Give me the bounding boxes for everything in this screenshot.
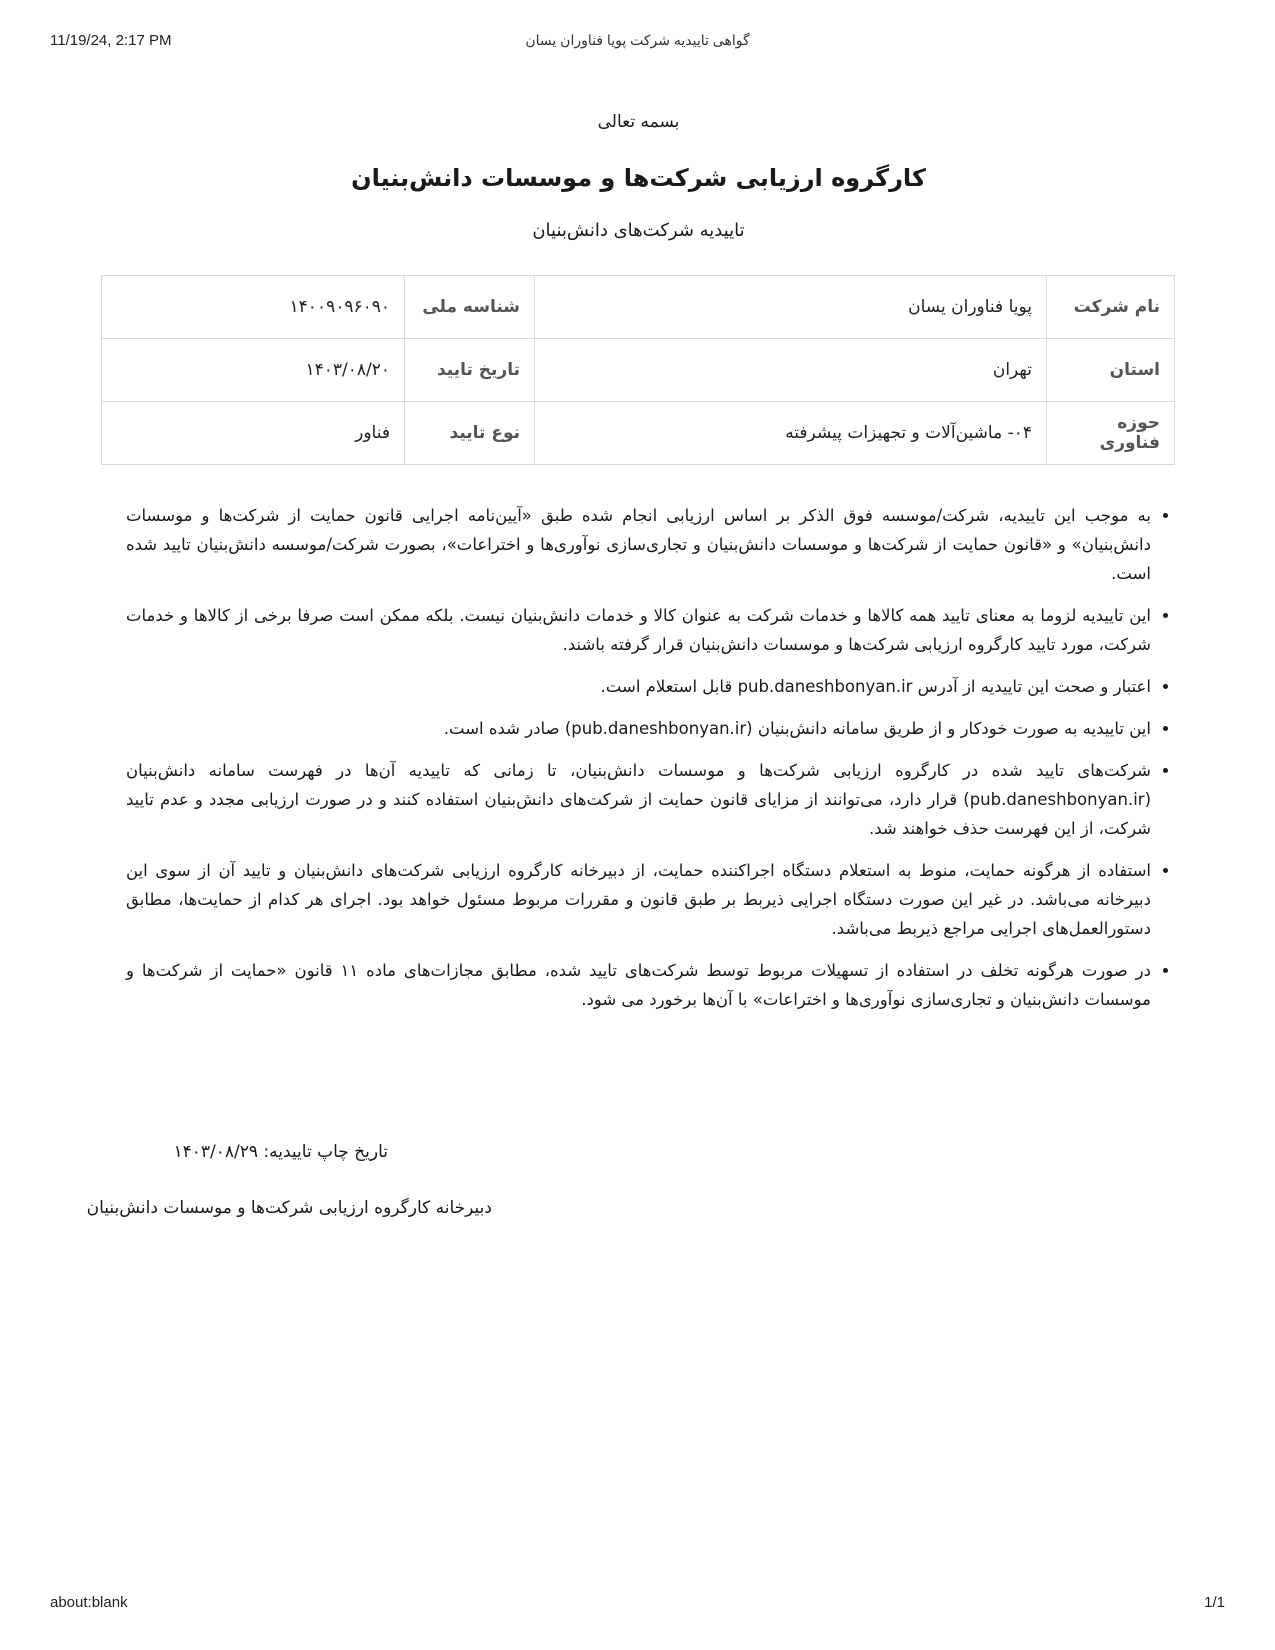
approval-type-label: نوع تایید — [405, 402, 535, 465]
print-date: تاریخ چاپ تاییدیه: ۱۴۰۳/۰۸/۲۹ — [173, 1142, 388, 1162]
print-url: about:blank — [50, 1594, 128, 1611]
approval-date-label: تاریخ تایید — [405, 339, 535, 402]
document-title: کارگروه ارزیابی شرکت‌ها و موسسات دانش‌بنیان — [351, 164, 926, 192]
list-item: • شرکت‌های تایید شده در کارگروه ارزیابی شرکت‌ها و موسسات دانش‌بنیان، تا زمانی که تاییدیه آن‌ها در فهرست سامانه دانش‌بنیان (pub.daneshbonyan.ir) قرار دارد، می‌توانند از مزایای قانون حمایت از شرکت‌های دانش‌بنیان استفاده کنند و در صورت ارزیابی مجدد و عدم تایید شرکت، از این فهرست حذف خواهند شد. — [126, 756, 1151, 843]
approval-date-value: ۱۴۰۳/۰۸/۲۰ — [102, 339, 405, 402]
list-item: • اعتبار و صحت این تاییدیه از آدرس pub.daneshbonyan.ir قابل استعلام است. — [126, 672, 1151, 701]
national-id-label: شناسه ملی — [405, 276, 535, 339]
print-datetime: 11/19/24, 2:17 PM — [50, 32, 172, 49]
approval-type-value: فناور — [102, 402, 405, 465]
print-footer — [0, 1592, 1275, 1622]
bismillah: بسمه تعالی — [597, 112, 680, 132]
table-row — [102, 276, 1175, 339]
province-value: تهران — [535, 339, 1047, 402]
secretariat-signature: دبیرخانه کارگروه ارزیابی شرکت‌ها و موسسات دانش‌بنیان — [86, 1198, 492, 1218]
list-item: • استفاده از هرگونه حمایت، منوط به استعلام دستگاه اجراکننده حمایت، از دبیرخانه کارگروه ارزیابی شرکت‌های دانش‌بنیان و تایید آن از سوی این دبیرخانه می‌باشد. در غیر این صورت دستگاه اجرایی ذیربط بر طبق قانون و مقررات مربوط مسئول خواهد بود. اجرای هر کدام از حمایت‌ها، مطابق دستورالعمل‌های اجرایی مراجع ذیربط می‌باشد. — [126, 856, 1151, 943]
print-header — [0, 30, 1275, 60]
certificate-document — [102, 100, 1175, 1027]
document-subtitle: تاییدیه شرکت‌های دانش‌بنیان — [532, 220, 745, 241]
list-item: • این تاییدیه به صورت خودکار و از طریق سامانه دانش‌بنیان (pub.daneshbonyan.ir) صادر شده است. — [126, 714, 1151, 743]
list-item: • در صورت هرگونه تخلف در استفاده از تسهیلات مربوط توسط شرکت‌های تایید شده، مطابق مجازات‌های ماده ۱۱ قانون «حمایت از شرکت‌ها و موسسات دانش‌بنیان و تجاری‌سازی نوآوری‌ها و اختراعات» با آن‌ها برخورد می شود. — [126, 956, 1151, 1014]
tech-field-label: حوزه فناوری — [1047, 402, 1175, 465]
print-page-title: گواهی تاییدیه شرکت پویا فناوران یسان — [525, 32, 750, 48]
company-name-value: پویا فناوران یسان — [535, 276, 1047, 339]
notes-list — [126, 501, 1175, 1014]
table-row — [102, 402, 1175, 465]
list-item: • این تاییدیه لزوما به معنای تایید همه کالاها و خدمات شرکت به عنوان کالا و خدمات دانش‌بنیان نیست. بلکه ممکن است صرفا برخی از کالاها و خدمات شرکت، مورد تایید کارگروه ارزیابی شرکت‌ها و موسسات دانش‌بنیان قرار گرفته باشند. — [126, 601, 1151, 659]
tech-field-value: ۰۴- ماشین‌آلات و تجهیزات پیشرفته — [535, 402, 1047, 465]
company-info-table — [101, 275, 1175, 465]
province-label: استان — [1047, 339, 1175, 402]
company-name-label: نام شرکت — [1047, 276, 1175, 339]
national-id-value: ۱۴۰۰۹۰۹۶۰۹۰ — [102, 276, 405, 339]
list-item: • به موجب این تاییدیه، شرکت/موسسه فوق الذکر بر اساس ارزیابی انجام شده طبق «آیین‌نامه اجرایی قانون حمایت از شرکت‌ها و موسسات دانش‌بنیان» و «قانون حمایت از شرکت‌ها و موسسات دانش‌بنیان و تجاری‌سازی نوآوری‌ها و اختراعات»، بصورت شرکت/موسسه دانش‌بنیان تایید شده است. — [126, 501, 1151, 588]
table-row — [102, 339, 1175, 402]
page-number: 1/1 — [1204, 1594, 1225, 1611]
